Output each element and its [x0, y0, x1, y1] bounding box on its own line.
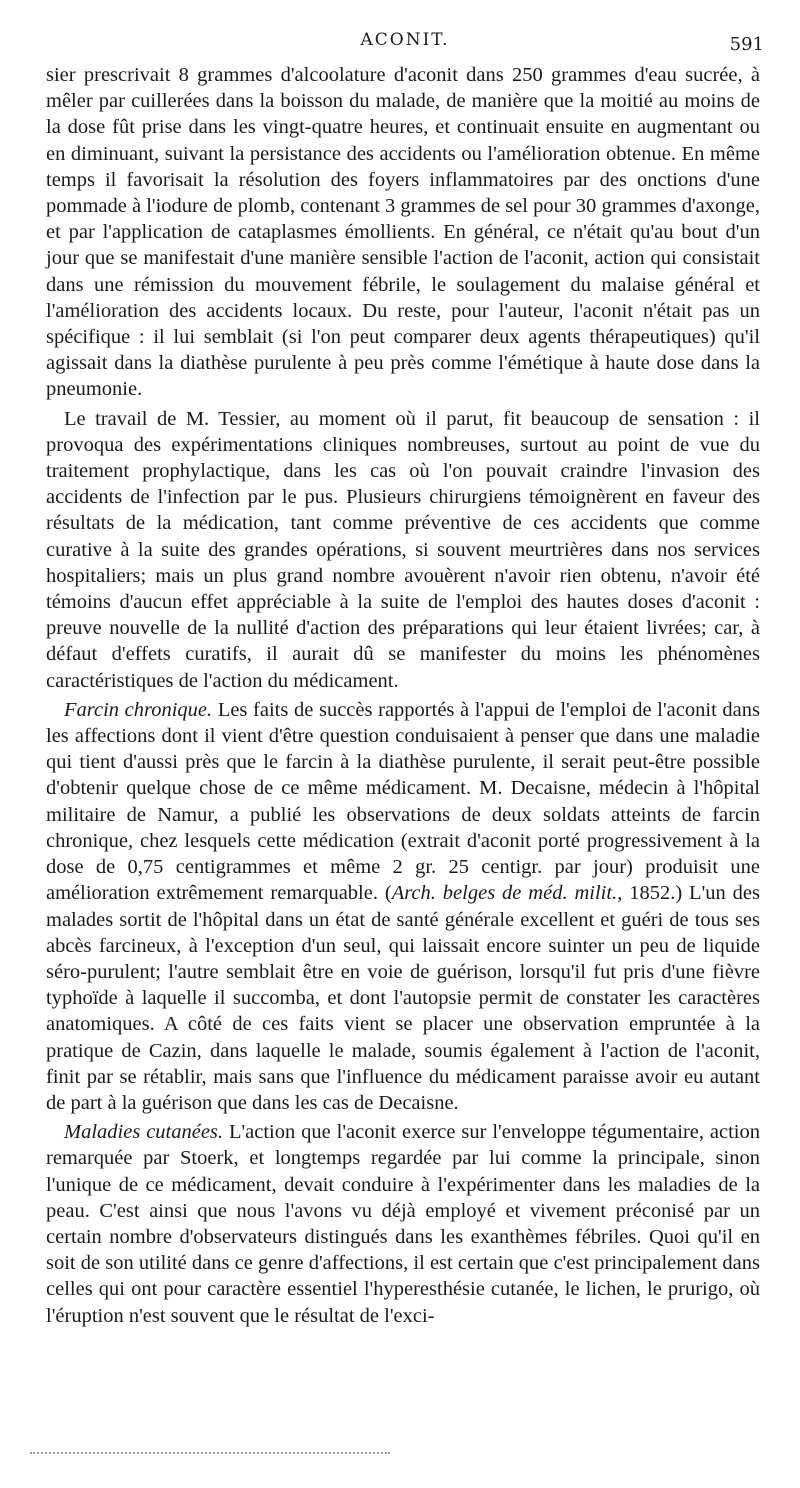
citation: Arch. belges de méd. milit. [391, 882, 618, 905]
paragraph-farcin [46, 697, 760, 1116]
paragraph-cutanees [46, 1119, 760, 1329]
paragraph-text: L'action que l'aconit exerce sur l'enveloppe tégumentaire, action remarquée par Stoerk, et longtemps regardée par lui comme la principale, sinon l'unique de ce médicament, devait conduire à l'expérimenter dans les maladies de la peau. C'est ainsi que nous l'avons vu déjà employé et vivement préconisé par un certain nombre d'observateurs distingués dans les exanthèmes fébriles. Quoi qu'il en soit de son utilité dans ce genre d'affections, il est certain que c'est principalement dans celles qui ont pour caractère essentiel l'hyperesthésie cutanée, le lichen, le prurigo, où l'éruption n'est souvent que le résultat de l'exci- [46, 1121, 760, 1327]
footer-dotted-rule [30, 1452, 390, 1454]
paragraph-text-after: , 1852.) L'un des malades sortit de l'hôpital dans un état de santé générale excellent et guéri de tous ses abcès farcineux, à l'exception d'un seul, qui laissait encore suinter un peu de liquide séro-purulent; l'autre semblait être en voie de guérison, lorsqu'il fut pris d'une fièvre typhoïde à laquelle il succomba, et dont l'autopsie permit de constater les caractères anatomiques. A côté de ces faits vient se placer une observation empruntée à la pratique de Cazin, dans laquelle le malade, soumis également à l'action de l'aconit, finit par se rétablir, mais sans que l'influence du médicament paraisse avoir eu autant de part à la guérison que dans les cas de Decaisne. [46, 882, 760, 1114]
section-lead-farcin: Farcin chronique. [64, 698, 213, 721]
paragraph-text: Les faits de succès rapportés à l'appui de l'emploi de l'aconit dans les affections dont il vient d'être question conduisaient à penser que dans une maladie qui tient d'aussi près que le farcin à la diathèse purulente, il serait peut-être possible d'obtenir quelque chose de ce même médicament. M. Decaisne, médecin à l'hôpital militaire de Namur, a publié les observations de deux soldats atteints de farcin chronique, chez lesquels cette médication (extrait d'aconit porté progressivement à la dose de 0,75 centigrammes et même 2 gr. 25 centigr. par jour) produisit une amélioration extrêmement remarquable. ( [46, 698, 760, 905]
running-title: ACONIT. [360, 30, 450, 50]
paragraph-tessier: Le travail de M. Tessier, au moment où il parut, fit beaucoup de sensation : il provoqua des expérimentations cliniques nombreuses, surtout au point de vue du traitement prophylactique, dans les cas où l'on pouvait craindre l'invasion des accidents de l'infection par le pus. Plusieurs chirurgiens témoignèrent en faveur des résultats de la médication, tant comme préventive de ces accidents que comme curative à la suite des grandes opérations, si souvent meurtrières dans nos services hospitaliers; mais un plus grand nombre avouèrent n'avoir rien obtenu, n'avoir été témoins d'aucun effet appréciable à la suite de l'emploi des hautes doses d'aconit : preuve nouvelle de la nullité d'action des préparations qui leur étaient livrées; car, à défaut d'effets curatifs, il aurait dû se manifester du moins les phénomènes caractéristiques de l'action du médicament. [46, 407, 760, 692]
paragraph-continuation: sier prescrivait 8 grammes d'alcoolature d'aconit dans 250 grammes d'eau sucrée, à mêler par cuillerées dans la boisson du malade, de manière que la moitié au moins de la dose fût prise dans les vingt-quatre heures, et continuait ensuite en augmentant ou en diminuant, suivant la persistance des accidents ou l'amélioration obtenue. En même temps il favorisait la résolution des foyers inflammatoires par des onctions d'une pommade à l'iodure de plomb, contenant 3 grammes de sel pour 30 grammes d'axonge, et par l'application de cataplasmes émollients. En général, ce n'était qu'au bout d'un jour que se manifestait d'une manière sensible l'action de l'aconit, action qui consistait dans une rémission du mouvement fébrile, le soulagement du malaise général et l'amélioration des accidents locaux. Du reste, pour l'auteur, l'aconit n'était pas un spécifique : il lui semblait (si l'on peut comparer deux agents thérapeutiques) qu'il agissait dans la diathèse purulente à peu près comme l'émétique à haute dose dans la pneumonie. [46, 64, 760, 401]
body-text [46, 62, 760, 1329]
section-lead-cutanees: Maladies cutanées. [64, 1121, 224, 1144]
page-number: 591 [729, 34, 764, 55]
page-header [46, 30, 764, 60]
